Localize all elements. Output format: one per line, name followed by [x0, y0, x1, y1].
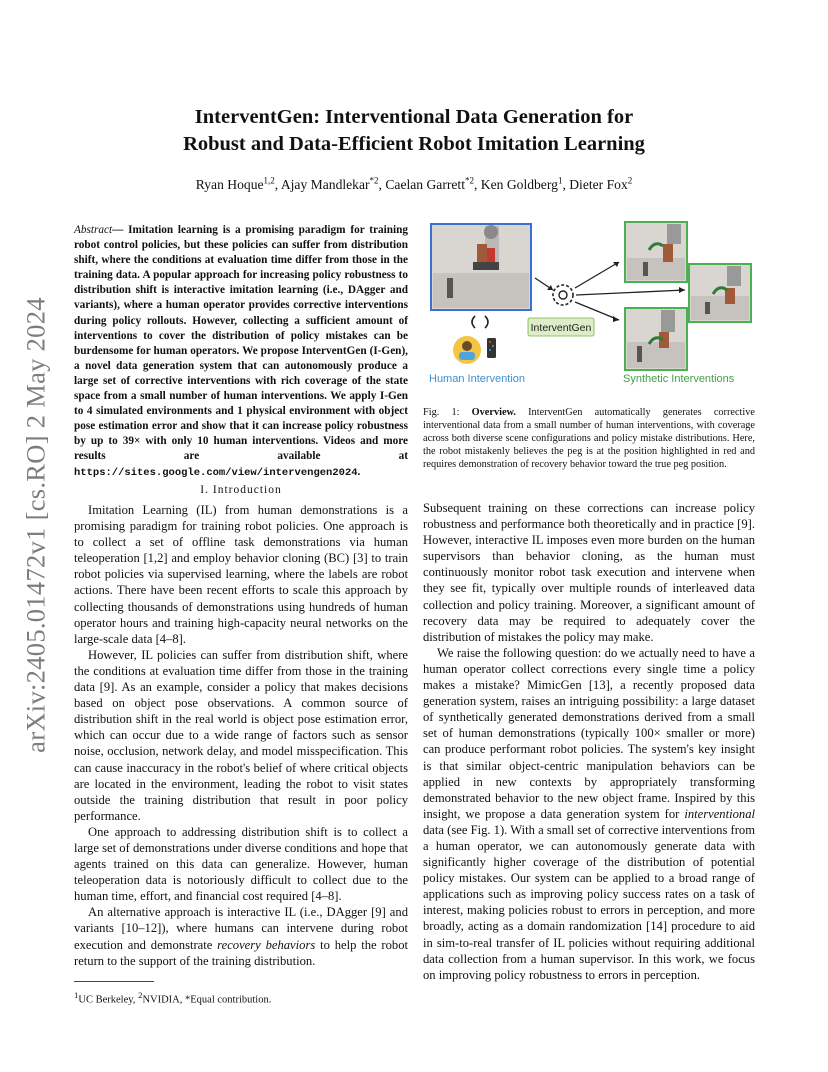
- paragraph: However, IL policies can suffer from distribution shift, where the conditions at evaluation time differ from those in the training data [9]. As an example, consider a policy that makes decisions based on object pose observations. A common source of distribution shift in the real world is object pose estimation error, which can occur due to a wide range of factors such as sensor noise, occlusion, network delay, and model misspecification. This can cause inaccuracy in the robot's belief of where critical objects are located in the environment, leading the robot to visit states outside the training distribution that result in poor policy performance.: [74, 647, 408, 823]
- footnote: $^1$UC Berkeley, $^2$NVIDIA, *Equal contribution.: [74, 990, 272, 1006]
- paper-title: [100, 104, 728, 158]
- left-column-body: [74, 502, 408, 969]
- author-list: [100, 175, 728, 193]
- author: Caelan Garrett$^{*2}$,: [385, 175, 481, 192]
- paragraph: An alternative approach is interactive IL (i.e., DAgger [9] and variants [10–12]), where humans can intervene during robot execution and demonstrate recovery behaviors to help the robot return to the support of the training distribution.: [74, 905, 408, 968]
- section-heading: I. Introduction: [200, 484, 282, 496]
- synthetic-intervention-image-3: [625, 308, 687, 370]
- footnote-rule: [74, 981, 154, 982]
- abstract: Abstract— Imitation learning is a promising paradigm for training robot control policies, but these policies can suffer from distribution shift, where the conditions at evaluation time differ from those in the training data. A popular approach for increasing policy robustness to distribution shift is interactive imitation learning (i.e., DAgger and variants), where a human operator provides corrective interventions during policy rollouts. However, collecting a sufficient amount of interventions to cover the distribution of policy mistakes can be burdensome for human operators. We propose InterventGen (I-Gen), a novel data generation system that can autonomously produce a large set of corrective interventions with rich coverage of the state space from a small number of human interventions. We apply I-Gen to 4 simulated environments and 1 physical environment with object pose estimation error and show that it can increase policy robustness by up to 39× with only 10 human interventions. Videos and more results are available at https://sites.google.com/view/intervengen2024.: [74, 224, 409, 479]
- paragraph: We raise the following question: do we actually need to have a human operator collect corrections every single time a policy makes a mistake? MimicGen [13], a recently proposed data generation system, raises an intriguing possibility: a large dataset of synthetically generated demonstrations derived from a small set of human demonstrations (typically 100× smaller or more) can produce performant robot policies. The system's key insight is that similar object-centric manipulation behaviors can be applied in new contexts by appropriately transforming demonstrated behavior to the new object frame. Inspired by this insight, we propose a data generation system for interventional data (see Fig. 1). With a small set of corrective interventions from a human operator, we can autonomously generate data with significantly higher coverage of the distribution of potential policy mistakes. Our system can be applied to a broad range of applications such as improving policy success rates on a task of interest, making policies robust to errors in perception, and more broadly, acting as a domain randomization [14] procedure to aid in sim-to-real transfer of IL policies without requiring additional data collection from a human supervisor. In this work, we focus on improving policy robustness to errors in perception.: [423, 645, 755, 982]
- author: Dieter Fox$^2$: [569, 175, 633, 192]
- interventgen-label: InterventGen: [530, 322, 592, 334]
- author: Ken Goldberg$^1$,: [480, 175, 570, 192]
- gear-icon: [553, 285, 573, 305]
- human-operator-icon: [453, 336, 481, 364]
- arrow-icon: [535, 278, 553, 290]
- author: Ajay Mandlekar$^{*2}$,: [280, 175, 386, 192]
- abstract-text: Imitation learning is a promising paradigm for training robot control policies, but these policies can suffer from distribution shift, where the conditions at evaluation time differ from those in the training data. A popular approach for increasing policy robustness to distribution shift is interactive imitation learning (i.e., DAgger and variants), where a human operator provides corrective interventions during policy rollouts. However, collecting a sufficient amount of interventions to cover the distribution of policy mistakes can be burdensome for human operators. We propose InterventGen (I-Gen), a novel data generation system that can autonomously produce a large set of corrective interventions with rich coverage of the state space from a small number of human interventions. We apply I-Gen to 4 simulated environments and 1 physical environment with object pose estimation error and show that it can increase policy robustness by up to 39× with only 10 human interventions. Videos and more results are available at: [74, 224, 409, 463]
- title-line-1: InterventGen: Interventional Data Generation for: [194, 106, 634, 128]
- title-line-2: Robust and Data-Efficient Robot Imitation Learning: [183, 133, 645, 155]
- abstract-label: Abstract: [74, 224, 113, 236]
- refresh-icon: [472, 316, 488, 328]
- project-url[interactable]: https://sites.google.com/view/intervengen2024: [74, 466, 358, 479]
- human-demo-image: [431, 224, 531, 310]
- synthetic-intervention-image-1: [625, 222, 687, 282]
- figure-overview: [423, 218, 755, 398]
- synthetic-intervention-image-2: [689, 264, 751, 322]
- arxiv-stamp: [20, 285, 52, 765]
- synthetic-interventions-label: Synthetic Interventions: [623, 373, 735, 385]
- paragraph: Imitation Learning (IL) from human demonstrations is a promising paradigm for training robot policies. One approach is to collect a set of offline task demonstrations via human teleoperation [1,2] and employ behavior cloning (BC) [3] to train robot policies via supervised learning, where the labels are robot actions. There have been recent efforts to scale this approach by collecting thousands of demonstrations using hundreds of human operator hours and training high-capacity neural networks on the large-scale data [4–8].: [74, 503, 408, 646]
- controller-icon: [487, 338, 496, 358]
- human-intervention-label: Human Intervention: [429, 373, 525, 385]
- figure-caption: Fig. 1: Overview. InterventGen automatically generates corrective interventional data from a small number of human interventions, with coverage across both diverse scene configurations and policy mistake distributions. Here, the robot mistakenly believes the peg is at the position highlighted in red and requires demonstration of recovery behavior toward the true peg position.: [423, 407, 755, 470]
- paragraph: One approach to addressing distribution shift is to collect a large set of demonstrations under diverse conditions and hope that agents trained on this data can generalize. However, human teleoperation data is notoriously difficult to collect due to the human time, effort, and financial cost required [4–8].: [74, 824, 408, 904]
- figure-graphic: [423, 218, 755, 398]
- paragraph: Subsequent training on these corrections can increase policy robustness and performance both theoretically and in practice [9]. However, interactive IL imposes even more burden on the human supervisors than behavior cloning, as the human must continuously monitor robot task execution and intervene when they see fit, typically over multiple rounds of interleaved data collection and policy training. Moreover, a significant amount of recovery data may be required to adequately cover the distribution of mistakes the policy may make.: [423, 501, 755, 644]
- author: Ryan Hoque$^{1,2}$,: [195, 175, 281, 192]
- right-column-body: [423, 500, 755, 983]
- arxiv-stamp-text: arXiv:2405.01472v1 [cs.RO] 2 May 2024: [20, 297, 51, 753]
